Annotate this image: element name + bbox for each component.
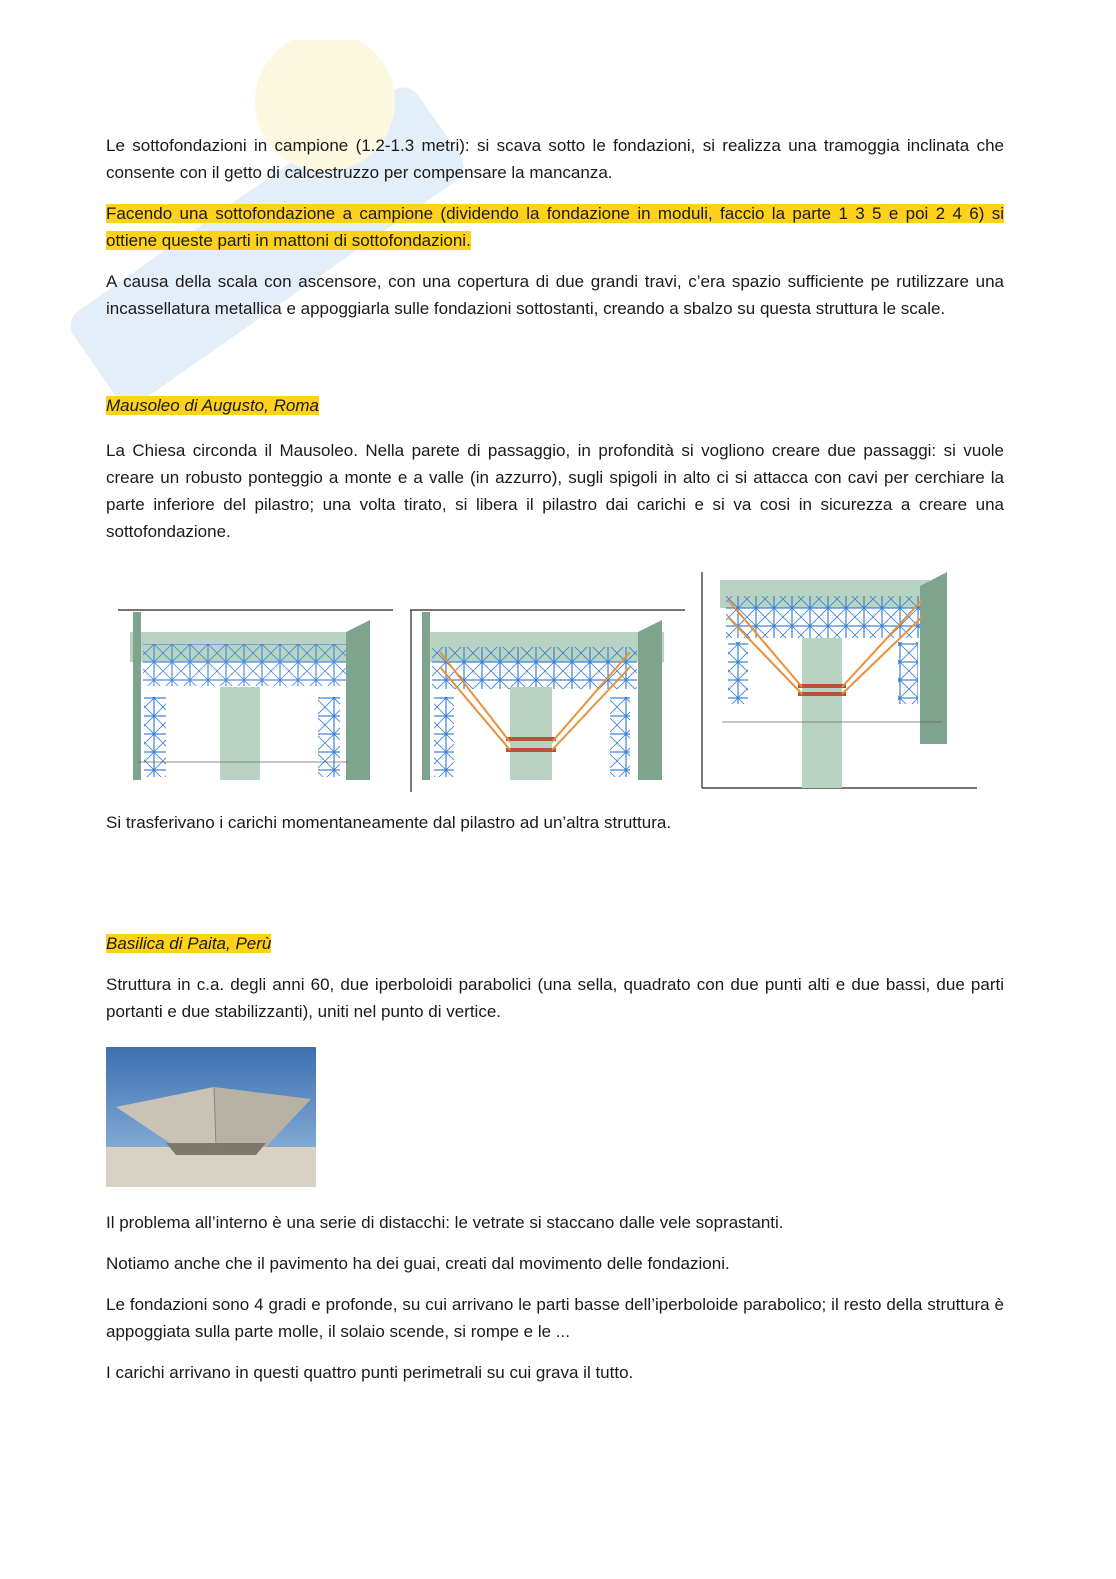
paragraph-distacchi: Il problema all’interno è una serie di distacchi: le vetrate si staccano dalle vele soprastanti.	[106, 1213, 784, 1232]
drawing-ponteggio-1	[118, 610, 393, 780]
heading-mausoleo	[106, 392, 1004, 419]
highlighted-text: Facendo una sottofondazione a campione (dividendo la fondazione in moduli, faccio la parte 1 3 5 e poi 2 4 6) si ottiene queste parti in mattoni di sottofondazioni.	[106, 204, 1004, 250]
paragraph-scala: A causa della scala con ascensore, con una copertura di due grandi travi, c’era spazio sufficiente pe rutilizzare una incassellatura metallica e appoggiarla sulle fondazioni sottostanti, creando a sbalzo su questa struttura le scale.	[106, 272, 1004, 318]
paragraph-sottofondazioni: Le sottofondazioni in campione (1.2-1.3 metri): si scava sotto le fondazioni, si realizza una tramoggia inclinata che consente con il getto di calcestruzzo per compensare la mancanza.	[106, 136, 1004, 182]
basilica-photo	[106, 1047, 316, 1187]
paragraph-fondazioni: Le fondazioni sono 4 gradi e profonde, su cui arrivano le parti basse dell’iperboloide parabolico; il resto della struttura è appoggiata sulla parte molle, il solaio scende, si rompe e le ...	[106, 1295, 1004, 1341]
paragraph-pavimento: Notiamo anche che il pavimento ha dei guai, creati dal movimento delle fondazioni.	[106, 1254, 730, 1273]
paragraph-carichi: I carichi arrivano in questi quattro punti perimetrali su cui grava il tutto.	[106, 1363, 634, 1382]
heading-mausoleo-text: Mausoleo di Augusto, Roma	[106, 396, 319, 415]
figure-caption: Si trasferivano i carichi momentaneamente dal pilastro ad un’altra struttura.	[106, 813, 672, 832]
drawing-ponteggio-3	[702, 572, 977, 788]
paragraph-campione	[106, 200, 1004, 254]
heading-basilica	[106, 930, 1004, 957]
paragraph-mausoleo: La Chiesa circonda il Mausoleo. Nella parete di passaggio, in profondità si vogliono creare due passaggi: si vuole creare un robusto ponteggio a monte e a valle (in azzurro), sugli spigoli in alto ci si attacca con cavi per cerchiare la parte inferiore del pilastro; una volta tirato, si libera il pilastro dai carichi e si va cosi in sicurezza a creare una sottofondazione.	[106, 441, 1004, 541]
heading-basilica-text: Basilica di Paita, Perù	[106, 934, 272, 953]
drawing-ponteggio-2	[410, 610, 685, 792]
scaffold-drawings	[118, 572, 988, 794]
paragraph-basilica: Struttura in c.a. degli anni 60, due iperboloidi parabolici (una sella, quadrato con due punti alti e due bassi, due parti portanti e due stabilizzanti), uniti nel punto di vertice.	[106, 975, 1004, 1021]
